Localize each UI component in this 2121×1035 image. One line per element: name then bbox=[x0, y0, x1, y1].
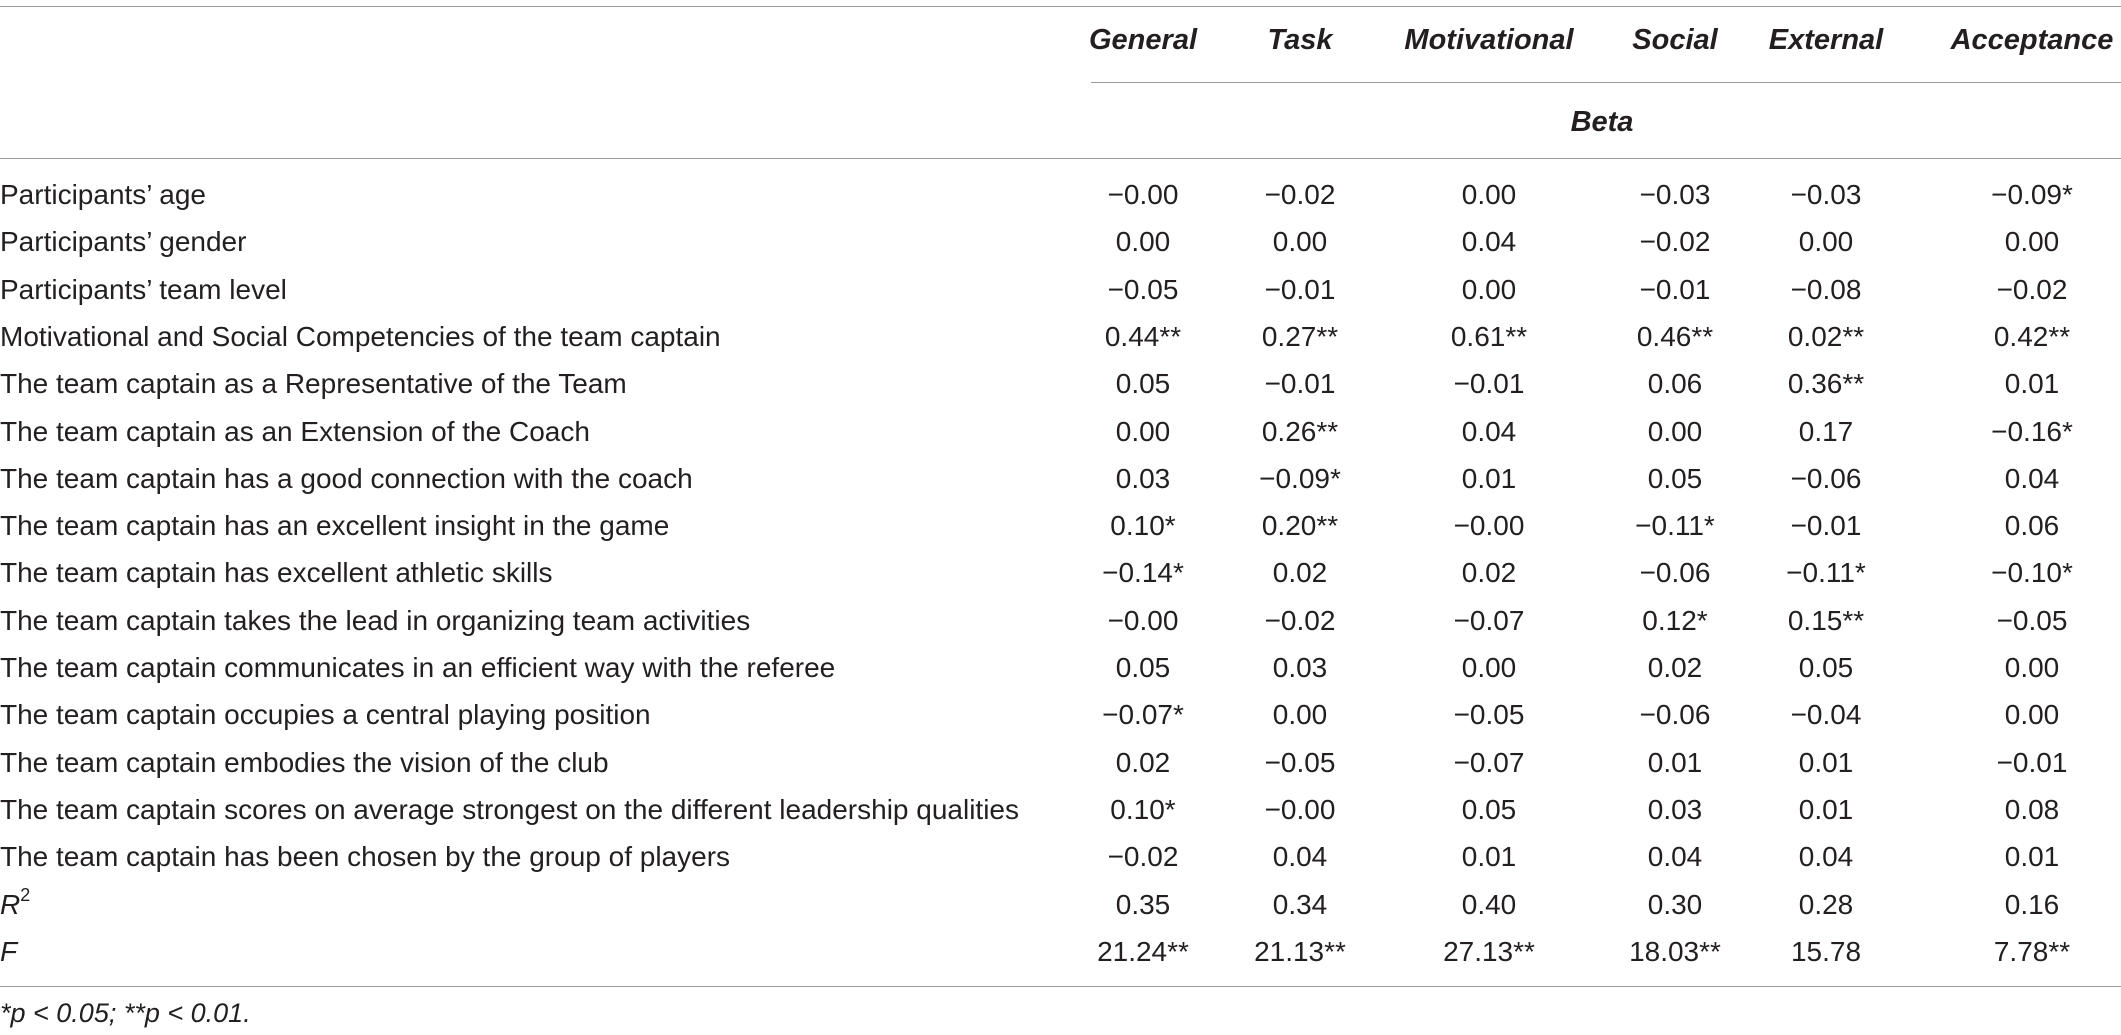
table-row bbox=[0, 169, 2121, 216]
table-cell: −0.06 bbox=[1639, 557, 1711, 589]
table-row bbox=[0, 264, 2121, 311]
col-header-acceptance: Acceptance bbox=[1950, 24, 2114, 56]
col-header-external: External bbox=[1768, 24, 1884, 56]
table-cell: −0.05 bbox=[1107, 273, 1179, 305]
table-row bbox=[0, 216, 2121, 263]
row-label: Motivational and Social Competencies of the team captain bbox=[0, 320, 721, 352]
table-cell: 0.05 bbox=[1647, 462, 1703, 494]
table-row bbox=[0, 689, 2121, 736]
table-cell: 0.10* bbox=[1110, 793, 1176, 825]
table-cell: 0.05 bbox=[1115, 652, 1171, 683]
table-cell: 0.05 bbox=[1115, 368, 1171, 400]
table-cell: −0.10* bbox=[1991, 557, 2073, 589]
table-cell: 7.78** bbox=[1993, 935, 2071, 967]
r-squared-symbol: R bbox=[0, 888, 21, 920]
table-cell: −0.03 bbox=[1790, 179, 1862, 210]
table-cell: −0.05 bbox=[1453, 699, 1525, 731]
table-cell: 0.03 bbox=[1272, 652, 1328, 683]
row-label: The team captain has excellent athletic skills bbox=[0, 557, 553, 589]
table-cell: 0.00 bbox=[1798, 226, 1854, 258]
table-cell: 0.00 bbox=[2004, 226, 2060, 258]
table-row bbox=[0, 311, 2121, 358]
table-cell: 0.05 bbox=[1461, 793, 1517, 825]
table-cell: −0.02 bbox=[1996, 273, 2068, 305]
table-row bbox=[0, 406, 2121, 453]
table-row-f-statistic bbox=[0, 926, 2121, 973]
table-row bbox=[0, 831, 2121, 878]
table-cell: −0.01 bbox=[1996, 746, 2068, 778]
table-cell: −0.14* bbox=[1102, 557, 1184, 589]
table-cell: 0.42** bbox=[1993, 320, 2071, 352]
table-cell: 0.00 bbox=[1272, 699, 1328, 731]
table-cell: −0.02 bbox=[1639, 226, 1711, 258]
table-cell: 0.02 bbox=[1461, 557, 1517, 589]
row-label: The team captain takes the lead in organizing team activities bbox=[0, 604, 751, 636]
table-cell: −0.07 bbox=[1453, 746, 1525, 778]
table-cell: 0.01 bbox=[1461, 462, 1517, 494]
table-cell: −0.07 bbox=[1453, 604, 1525, 636]
table-cell: 0.46** bbox=[1636, 320, 1714, 352]
table-cell: 0.02** bbox=[1787, 320, 1865, 352]
beta-label: Beta bbox=[1570, 106, 1634, 138]
table-cell: −0.11* bbox=[1635, 510, 1715, 542]
row-label: The team captain as a Representative of the Team bbox=[0, 368, 627, 400]
table-cell: 0.06 bbox=[1647, 368, 1703, 400]
table-cell: −0.00 bbox=[1264, 793, 1336, 825]
table-cell: 0.06 bbox=[2004, 510, 2060, 542]
table-cell: 0.01 bbox=[2004, 368, 2060, 400]
table-cell: −0.00 bbox=[1107, 604, 1179, 636]
table-cell: 0.04 bbox=[1798, 841, 1854, 873]
table-cell: 0.20** bbox=[1261, 510, 1339, 542]
table-top-rule bbox=[0, 6, 2121, 7]
table-cell: 18.03** bbox=[1629, 935, 1721, 967]
table-cell: 0.04 bbox=[1461, 226, 1517, 258]
table-cell: −0.09* bbox=[1259, 462, 1341, 494]
table-cell: −0.16* bbox=[1991, 415, 2073, 447]
table-cell: −0.01 bbox=[1264, 273, 1336, 305]
table-cell: −0.02 bbox=[1264, 179, 1336, 210]
row-label: Participants’ team level bbox=[0, 273, 287, 305]
row-label: The team captain has a good connection with the coach bbox=[0, 462, 693, 494]
col-header-general: General bbox=[1089, 24, 1197, 56]
row-label: The team captain scores on average strongest on the different leadership qualities bbox=[0, 793, 1019, 825]
table-row bbox=[0, 595, 2121, 642]
table-cell: 0.00 bbox=[1461, 652, 1517, 683]
r-squared-exponent: 2 bbox=[20, 885, 31, 906]
row-label: Participants’ age bbox=[0, 179, 206, 210]
table-cell: 0.28 bbox=[1798, 888, 1854, 920]
table-cell: 0.05 bbox=[1798, 652, 1854, 683]
col-header-motivational: Motivational bbox=[1404, 24, 1574, 56]
table-row bbox=[0, 642, 2121, 689]
table-cell: −0.02 bbox=[1264, 604, 1336, 636]
table-row-r-squared bbox=[0, 879, 2121, 926]
table-cell: 0.34 bbox=[1272, 888, 1328, 920]
table-row bbox=[0, 784, 2121, 831]
row-label: The team captain has an excellent insight in the game bbox=[0, 510, 670, 542]
table-cell: 0.01 bbox=[1647, 746, 1703, 778]
table-cell: 0.44** bbox=[1104, 320, 1182, 352]
table-cell: 0.00 bbox=[1272, 226, 1328, 258]
table-cell: 0.00 bbox=[1461, 179, 1517, 210]
table-cell: −0.00 bbox=[1453, 510, 1525, 542]
row-label: The team captain embodies the vision of the club bbox=[0, 746, 609, 778]
table-row bbox=[0, 737, 2121, 784]
table-cell: 0.17 bbox=[1798, 415, 1854, 447]
table-cell: −0.00 bbox=[1107, 179, 1179, 210]
table-row bbox=[0, 500, 2121, 547]
table-cell: 0.08 bbox=[2004, 793, 2060, 825]
table-cell: 0.04 bbox=[2004, 462, 2060, 494]
table-cell: 0.00 bbox=[1115, 415, 1171, 447]
table-cell: 0.10* bbox=[1110, 510, 1176, 542]
table-cell: 0.27** bbox=[1261, 320, 1339, 352]
table-cell: −0.02 bbox=[1107, 841, 1179, 873]
table-cell: −0.09* bbox=[1991, 179, 2073, 210]
table-cell: 0.04 bbox=[1461, 415, 1517, 447]
header-bottom-rule bbox=[0, 158, 2121, 159]
table-cell: −0.03 bbox=[1639, 179, 1711, 210]
table-cell: −0.06 bbox=[1790, 462, 1862, 494]
table-row bbox=[0, 547, 2121, 594]
table-cell: 0.00 bbox=[1461, 273, 1517, 305]
table-cell: 0.01 bbox=[1461, 841, 1517, 873]
table-cell: −0.11* bbox=[1786, 557, 1866, 589]
table-cell: 0.12* bbox=[1642, 604, 1708, 636]
table-cell: −0.06 bbox=[1639, 699, 1711, 731]
table-cell: −0.01 bbox=[1790, 510, 1862, 542]
col-header-social: Social bbox=[1632, 24, 1718, 56]
row-label: The team captain occupies a central playing position bbox=[0, 699, 651, 731]
table-cell: 0.03 bbox=[1647, 793, 1703, 825]
table-cell: 0.04 bbox=[1647, 841, 1703, 873]
table-footnote: *p < 0.05; **p < 0.01. bbox=[0, 998, 251, 1028]
table-cell: 0.02 bbox=[1272, 557, 1328, 589]
table-bottom-rule bbox=[0, 986, 2121, 987]
row-label: The team captain communicates in an efficient way with the referee bbox=[0, 652, 836, 683]
table-row bbox=[0, 453, 2121, 500]
table-cell: 0.01 bbox=[1798, 793, 1854, 825]
table-cell: −0.07* bbox=[1102, 699, 1184, 731]
table-cell: 0.26** bbox=[1261, 415, 1339, 447]
table-cell: 0.04 bbox=[1272, 841, 1328, 873]
table-cell: 0.00 bbox=[1647, 415, 1703, 447]
row-label: Participants’ gender bbox=[0, 226, 247, 258]
row-label-f: F bbox=[0, 935, 18, 967]
table-cell: −0.01 bbox=[1264, 368, 1336, 400]
table-cell: 0.00 bbox=[2004, 652, 2060, 683]
table-cell: 0.01 bbox=[2004, 841, 2060, 873]
table-cell: −0.04 bbox=[1790, 699, 1862, 731]
table-cell: 0.01 bbox=[1798, 746, 1854, 778]
table-cell: 0.00 bbox=[1115, 226, 1171, 258]
table-cell: 27.13** bbox=[1443, 935, 1535, 967]
table-cell: −0.05 bbox=[1996, 604, 2068, 636]
col-header-task: Task bbox=[1267, 24, 1333, 56]
table-cell: −0.08 bbox=[1790, 273, 1862, 305]
table-cell: 21.13** bbox=[1254, 935, 1346, 967]
table-cell: −0.05 bbox=[1264, 746, 1336, 778]
table-cell: −0.01 bbox=[1639, 273, 1711, 305]
table-cell: 21.24** bbox=[1097, 935, 1189, 967]
row-label: The team captain as an Extension of the Coach bbox=[0, 415, 590, 447]
table-cell: 0.35 bbox=[1115, 888, 1171, 920]
table-cell: 0.16 bbox=[2004, 888, 2060, 920]
table-cell: 0.02 bbox=[1647, 652, 1703, 683]
table-row bbox=[0, 358, 2121, 405]
header-divider-rule bbox=[1091, 82, 2121, 83]
table-cell: 0.00 bbox=[2004, 699, 2060, 731]
table-cell: 0.61** bbox=[1450, 320, 1528, 352]
table-cell: 0.40 bbox=[1461, 888, 1517, 920]
table-cell: 0.03 bbox=[1115, 462, 1171, 494]
table-cell: 0.15** bbox=[1787, 604, 1865, 636]
table-cell: 0.36** bbox=[1787, 368, 1865, 400]
table-cell: −0.01 bbox=[1453, 368, 1525, 400]
row-label: The team captain has been chosen by the group of players bbox=[0, 841, 731, 873]
row-label-r-squared bbox=[0, 885, 31, 921]
table-cell: 0.30 bbox=[1647, 888, 1703, 920]
table-cell: 15.78 bbox=[1790, 935, 1862, 967]
table-cell: 0.02 bbox=[1115, 746, 1171, 778]
